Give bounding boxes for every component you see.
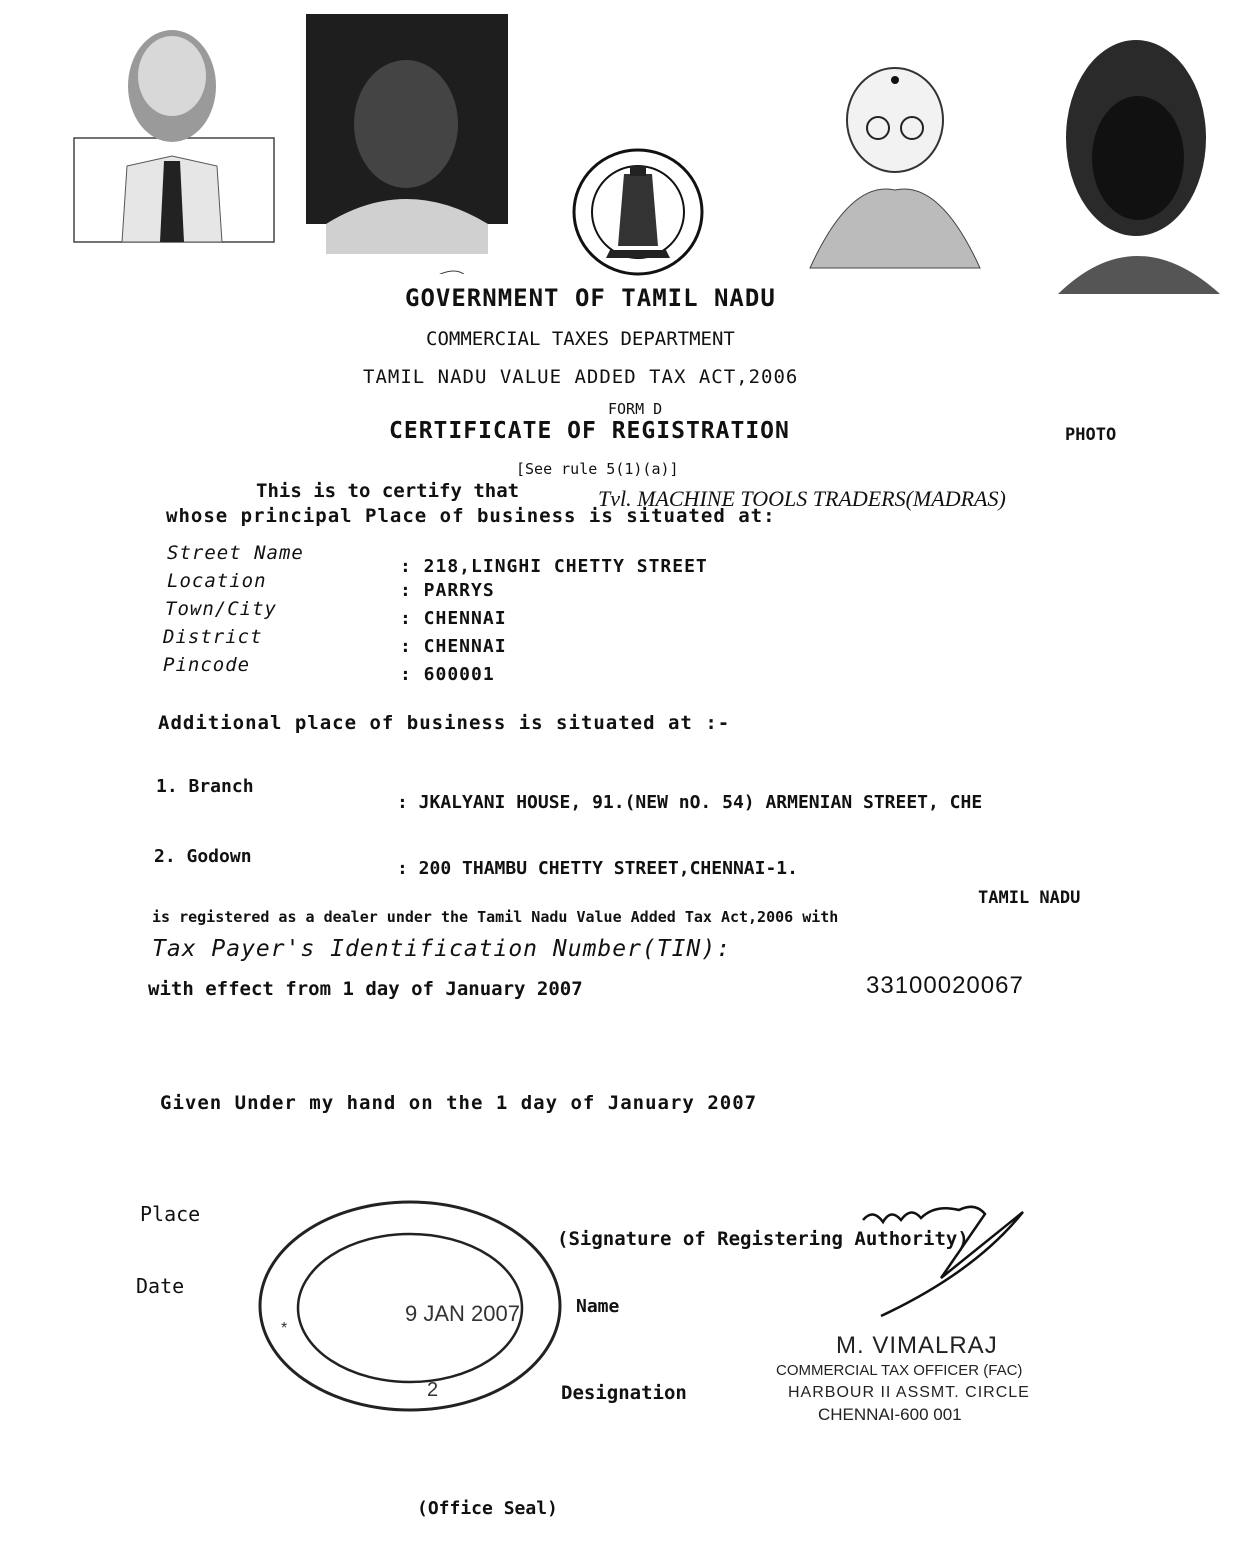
address-label: Pincode bbox=[163, 654, 251, 676]
department-title: COMMERCIAL TAXES DEPARTMENT bbox=[426, 328, 735, 350]
branch-value: : JKALYANI HOUSE, 91.(NEW nO. 54) ARMENIAN STREET, CHE bbox=[397, 792, 983, 813]
branch-label: 1. Branch bbox=[156, 776, 254, 797]
photo-woman-glasses bbox=[790, 40, 990, 270]
address-label: Location bbox=[167, 570, 267, 592]
emblem bbox=[570, 146, 706, 278]
address-value: : 218,LINGHI CHETTY STREET bbox=[400, 556, 708, 577]
signature bbox=[855, 1192, 1035, 1322]
additional-heading: Additional place of business is situated at :- bbox=[158, 712, 731, 734]
address-value: : PARRYS bbox=[400, 580, 495, 601]
state-name: TAMIL NADU bbox=[978, 888, 1081, 908]
address-value: : CHENNAI bbox=[400, 636, 507, 657]
date-label: Date bbox=[136, 1274, 185, 1298]
tin-label: Tax Payer's Identification Number(TIN): bbox=[152, 936, 732, 962]
effect-line: with effect from 1 day of January 2007 bbox=[148, 978, 583, 1000]
office-seal-label: (Office Seal) bbox=[417, 1498, 558, 1519]
address-value: : 600001 bbox=[400, 664, 495, 685]
principal-place-line: whose principal Place of business is situated at: bbox=[166, 505, 776, 527]
office-stamp bbox=[255, 1198, 565, 1420]
designation-label: Designation bbox=[561, 1382, 687, 1404]
signature-label: (Signature of Registering Authority) bbox=[557, 1228, 969, 1250]
certify-prefix: This is to certify that bbox=[256, 480, 520, 502]
act-title: TAMIL NADU VALUE ADDED TAX ACT,2006 bbox=[363, 366, 799, 388]
stamp-star: * bbox=[281, 1320, 288, 1337]
certificate-title: CERTIFICATE OF REGISTRATION bbox=[389, 418, 790, 444]
address-label: Street Name bbox=[167, 542, 304, 564]
given-line: Given Under my hand on the 1 day of January 2007 bbox=[160, 1092, 758, 1114]
place-label: Place bbox=[140, 1202, 201, 1226]
registration-line: is registered as a dealer under the Tamil Nadu Value Added Tax Act,2006 with bbox=[152, 908, 839, 926]
photo-man-dark bbox=[306, 14, 508, 274]
photo-man-suit bbox=[72, 6, 278, 246]
address-label: Town/City bbox=[165, 598, 277, 620]
godown-value: : 200 THAMBU CHETTY STREET,CHENNAI-1. bbox=[397, 858, 798, 879]
photo-label: PHOTO bbox=[1065, 425, 1117, 445]
rule-reference: [See rule 5(1)(a)] bbox=[516, 460, 679, 478]
officer-circle: HARBOUR II ASSMT. CIRCLE bbox=[788, 1384, 1030, 1401]
stamp-number: 2 bbox=[427, 1379, 439, 1401]
form-label: FORM D bbox=[608, 400, 663, 418]
officer-name: M. VIMALRAJ bbox=[836, 1332, 998, 1359]
officer-title: COMMERCIAL TAX OFFICER (FAC) bbox=[776, 1362, 1023, 1379]
photo-woman-dark bbox=[1048, 18, 1220, 294]
address-value: : CHENNAI bbox=[400, 608, 507, 629]
address-label: District bbox=[163, 626, 263, 648]
tin-number: 33100020067 bbox=[866, 972, 1024, 999]
government-title: GOVERNMENT OF TAMIL NADU bbox=[405, 284, 776, 312]
stamp-date: 9 JAN 2007 bbox=[405, 1301, 520, 1326]
name-label: Name bbox=[576, 1296, 620, 1317]
dealer-name: Tvl. MACHINE TOOLS TRADERS(MADRAS) bbox=[598, 486, 1006, 511]
officer-city: CHENNAI-600 001 bbox=[818, 1405, 962, 1424]
godown-label: 2. Godown bbox=[154, 846, 252, 867]
